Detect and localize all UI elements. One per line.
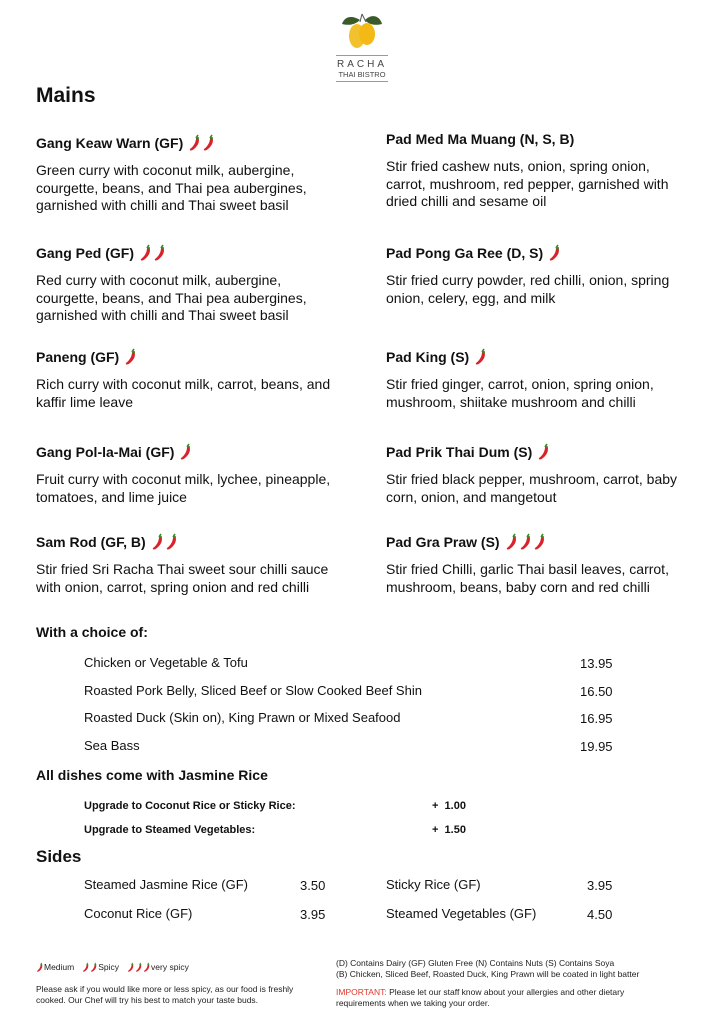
dish-title xyxy=(36,442,336,462)
chili-icon xyxy=(36,962,44,973)
dish-description: Rich curry with coconut milk, carrot, beans, and kaffir lime leave xyxy=(36,376,331,410)
mango-logo-icon xyxy=(340,10,384,50)
dish-title xyxy=(36,133,336,153)
dish-name: Gang Keaw Warn (GF) xyxy=(36,135,184,151)
chili-icon xyxy=(548,244,562,262)
dish-description: Stir fried Chilli, garlic Thai basil leaves, carrot, mushroom, beans, baby corn and red chilli xyxy=(386,561,669,595)
spice-level xyxy=(179,443,193,461)
logo-name: RACHA xyxy=(336,59,387,70)
spice-level xyxy=(124,348,138,366)
allergen-info xyxy=(336,958,666,979)
upgrade-price: + 1.50 xyxy=(432,824,466,836)
side-label: Steamed Jasmine Rice (GF) xyxy=(84,877,248,892)
spice-note: Please ask if you would like more or less spicy, as our food is freshly cooked. Our Chef will try his best to match your taste buds. xyxy=(36,984,294,1005)
side-price: 3.95 xyxy=(300,907,326,922)
chili-icon xyxy=(127,962,135,973)
legend-label: Spicy xyxy=(98,962,120,973)
chili-icon xyxy=(153,244,167,262)
chili-icon xyxy=(188,134,202,152)
dish-name: Sam Rod (GF, B) xyxy=(36,534,146,550)
menu-item xyxy=(36,243,336,325)
dish-title xyxy=(36,532,336,552)
legend-label: Medium xyxy=(44,962,75,973)
spice-level xyxy=(505,533,547,551)
spice-legend xyxy=(36,962,197,976)
legend-item xyxy=(82,962,119,973)
chili-icon xyxy=(143,962,151,973)
choice-label: Sea Bass xyxy=(84,737,140,753)
dish-description: Stir fried black pepper, mushroom, carrot, baby corn, onion, and mangetout xyxy=(386,471,678,505)
choice-label: Roasted Duck (Skin on), King Prawn or Mixed Seafood xyxy=(84,710,401,725)
menu-item xyxy=(36,442,336,506)
chili-icon xyxy=(165,533,179,551)
chili-icon xyxy=(179,443,193,461)
dish-description: Stir fried curry powder, red chilli, onion, spring onion, celery, egg, and milk xyxy=(386,272,670,306)
menu-item xyxy=(386,347,686,411)
spice-level xyxy=(188,134,216,152)
rice-heading: All dishes come with Jasmine Rice xyxy=(36,767,268,783)
chili-icon xyxy=(505,533,519,551)
dish-name: Pad Prik Thai Dum (S) xyxy=(386,444,533,460)
chili-icon xyxy=(82,962,90,973)
side-price: 3.50 xyxy=(300,878,326,893)
legend-item xyxy=(36,962,74,973)
upgrade-label: Upgrade to Coconut Rice or Sticky Rice: xyxy=(84,800,296,812)
allergens-line-2: (B) Chicken, Sliced Beef, Roasted Duck, King Prawn will be coated in light batter xyxy=(336,968,640,979)
dish-description: Stir fried ginger, carrot, onion, spring onion, mushroom, shiitake mushroom and chilli xyxy=(386,376,654,410)
choice-price: 13.95 xyxy=(580,656,613,671)
dish-title xyxy=(386,532,686,552)
dish-name: Pad Gra Praw (S) xyxy=(386,534,500,550)
important-text: Please let our staff know about your allergies and other dietary requirements when we taking your order. xyxy=(336,987,625,1008)
important-label: IMPORTANT: xyxy=(336,987,387,997)
upgrade-label: Upgrade to Steamed Vegetables: xyxy=(84,824,256,836)
dish-description: Green curry with coconut milk, aubergine, courgette, beans, and Thai pea aubergines, garnished with chilli and Thai sweet basil xyxy=(36,162,307,213)
side-price: 3.95 xyxy=(587,878,613,893)
side-label: Sticky Rice (GF) xyxy=(386,877,481,892)
chili-icon xyxy=(90,962,98,973)
chili-icon xyxy=(124,348,138,366)
menu-item xyxy=(386,442,686,506)
dish-description: Fruit curry with coconut milk, lychee, pineapple, tomatoes, and lime juice xyxy=(36,471,331,505)
choice-heading: With a choice of: xyxy=(36,624,148,640)
side-price: 4.50 xyxy=(587,907,613,922)
dish-name: Pad Pong Ga Ree (D, S) xyxy=(386,245,544,261)
menu-item xyxy=(36,133,336,215)
menu-item xyxy=(386,129,686,211)
dish-title xyxy=(386,129,686,149)
dish-name: Gang Ped (GF) xyxy=(36,245,134,261)
spice-level xyxy=(548,244,562,262)
upgrade-price: + 1.00 xyxy=(432,800,466,812)
chili-icon xyxy=(151,533,165,551)
dish-description: Stir fried cashew nuts, onion, spring onion, carrot, mushroom, red pepper, garnished with dried chilli and sesame oil xyxy=(386,158,669,209)
page-title: Mains xyxy=(36,84,96,107)
choice-price: 19.95 xyxy=(580,738,613,754)
spice-level xyxy=(139,244,167,262)
dish-description: Stir fried Sri Racha Thai sweet sour chilli sauce with onion, carrot, spring onion and red chilli xyxy=(36,561,329,595)
spice-level xyxy=(474,348,488,366)
dish-description: Red curry with coconut milk, aubergine, courgette, beans, and Thai pea aubergines, garnished with chilli and Thai sweet basil xyxy=(36,272,307,323)
logo-subtitle: THAI BISTRO xyxy=(338,70,386,79)
choice-price: 16.50 xyxy=(580,683,613,699)
chili-icon xyxy=(135,962,143,973)
chili-icon xyxy=(533,533,547,551)
side-label: Steamed Vegetables (GF) xyxy=(386,906,537,921)
dish-title xyxy=(36,347,336,367)
allergens-line-1: (D) Contains Dairy (GF) Gluten Free (N) Contains Nuts (S) Contains Soya xyxy=(336,958,615,968)
spice-level xyxy=(151,533,179,551)
choice-label: Chicken or Vegetable & Tofu xyxy=(84,655,248,670)
side-label: Coconut Rice (GF) xyxy=(84,906,193,921)
menu-item xyxy=(36,532,336,596)
dish-name: Gang Pol-la-Mai (GF) xyxy=(36,444,175,460)
menu-item xyxy=(386,532,686,596)
dish-name: Pad Med Ma Muang (N, S, B) xyxy=(386,131,575,147)
menu-item xyxy=(386,243,686,307)
dish-title xyxy=(386,347,686,367)
dish-name: Paneng (GF) xyxy=(36,349,120,365)
spice-level xyxy=(537,443,551,461)
chili-icon xyxy=(537,443,551,461)
legend-item xyxy=(127,962,189,973)
chili-icon xyxy=(474,348,488,366)
choice-label: Roasted Pork Belly, Sliced Beef or Slow Cooked Beef Shin xyxy=(84,682,422,698)
dish-name: Pad King (S) xyxy=(386,349,470,365)
logo xyxy=(330,10,394,82)
choice-price: 16.95 xyxy=(580,711,613,726)
legend-label: very spicy xyxy=(151,962,189,973)
dish-title xyxy=(386,243,686,263)
dish-title xyxy=(36,243,336,263)
chili-icon xyxy=(519,533,533,551)
sides-heading: Sides xyxy=(36,847,82,866)
chili-icon xyxy=(202,134,216,152)
menu-item xyxy=(36,347,336,411)
dish-title xyxy=(386,442,686,462)
important-note xyxy=(336,987,656,1008)
chili-icon xyxy=(139,244,153,262)
